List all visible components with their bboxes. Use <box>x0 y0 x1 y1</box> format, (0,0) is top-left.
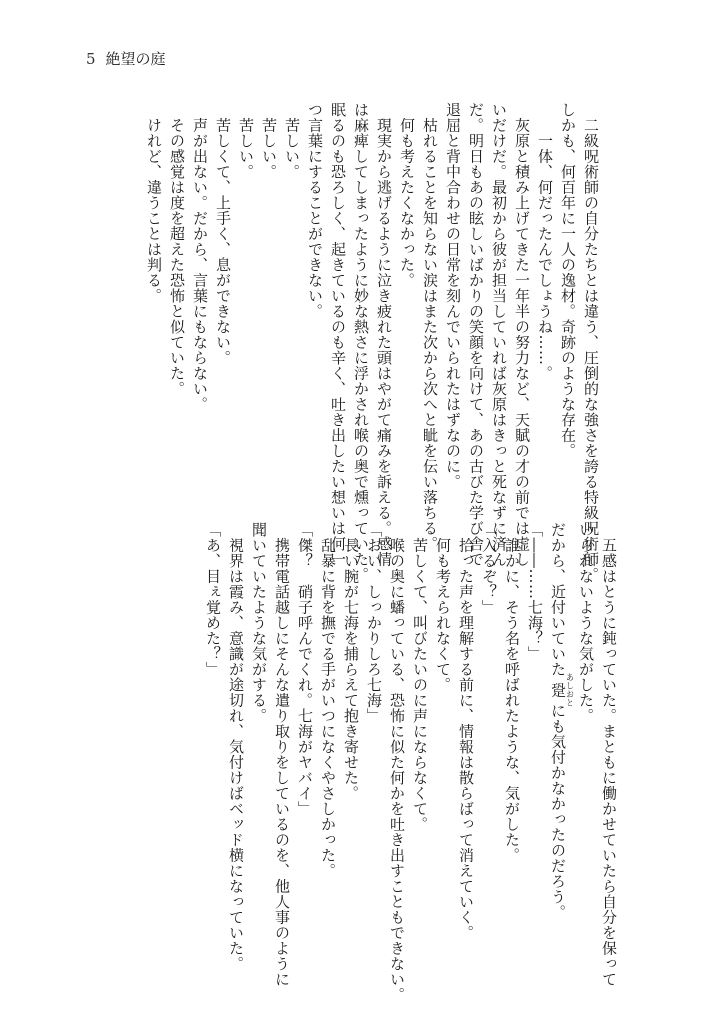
text-line: 二級呪術師の自分たちとは違う、圧倒的な強さを誇る特級呪術師。 <box>582 102 600 583</box>
text-line: 「傑？ 硝子呼んでくれ。七海がヤバイ」 <box>296 522 314 817</box>
text-line: だから、近付いていた跫あしおとにも気付かなかったのだろう。 <box>549 522 575 920</box>
text-line: 眠るのも恐ろしく、起きているのも辛く、吐き出したい想いは何一 <box>329 102 347 567</box>
text-line: 灰原と積み上げてきた一年半の努力など、天賦の才の前では虚し <box>513 102 531 567</box>
ruby-gloss: あしおと <box>565 673 575 707</box>
text-line: 五感はとうに鈍っていた。まともに働かせていたら自分を保って <box>600 522 618 987</box>
text-line: けれど、違うことは判る。 <box>145 102 163 304</box>
text-line: だ。明日もあの眩しいばかりの笑顔を向けて、あの古びた学び舎で <box>467 102 485 567</box>
text-line: 誰かに、そう名を呼ばれたような、気がした。 <box>503 522 521 863</box>
text-line: その感覚は度を超えた恐怖と似ていた。 <box>168 102 186 397</box>
text-line: いられないような気がした。 <box>577 522 595 724</box>
text-line: 退屈と背中合わせの日常を刻んでいられたはずなのに。 <box>444 102 462 490</box>
text-line: 拾った声を理解する前に、情報は散らばって消えていく。 <box>457 522 475 941</box>
text-line: 乱暴に背を撫でる手がいつになくやさしかった。 <box>319 522 337 879</box>
text-line: は麻痺してしまったように妙な熱さに浮かされ喉の奥で燻っていた。 <box>352 102 370 583</box>
text-line: 現実から逃げるように泣き疲れた頭はやがて痛みを訴える。感情 <box>375 102 393 567</box>
lower-text-block <box>201 522 620 1003</box>
text-line: 長い腕が七海を捕らえて抱き寄せた。 <box>342 522 360 801</box>
text-line: 苦しい。 <box>237 102 255 180</box>
text-line: 視界は霞み、意識が途切れ、気付けばベッド横になっていた。 <box>227 522 245 972</box>
text-line: 「あ、目ぇ覚めた？」 <box>204 522 222 677</box>
chapter-title: 絶望の庭 <box>105 50 166 68</box>
text-line: いだけだ。最初から彼が担当していれば灰原はきっと死なずに済ん <box>490 102 508 567</box>
text-line: 苦しい。 <box>260 102 278 180</box>
text-line: つ言葉にすることができない。 <box>306 102 324 319</box>
text-line: 携帯電話越しにそんな遣り取りをしているのを、他人事のように <box>273 522 291 987</box>
text-line: 声が出ない。だから、言葉にもならない。 <box>191 102 209 412</box>
text-line: 何も考えられなくて。 <box>434 522 452 693</box>
text-line: 苦しくて、叫びたいのに声にならなくて。 <box>411 522 429 832</box>
text-line: 「――……七海？」 <box>526 522 544 662</box>
ruby-word: 跫あしおと <box>549 673 575 707</box>
text-line: 一体、何だったんでしょうね……。 <box>536 102 554 381</box>
text-line: 喉の奥に蟠っている、恐怖に似た何かを吐き出すこともできない。 <box>388 522 406 1003</box>
text-line: 苦しくて、上手く、息ができない。 <box>214 102 232 366</box>
text-line: 苦しい。 <box>283 102 301 180</box>
text-line: 聞いていたような気がする。 <box>250 522 268 724</box>
text-line: 何も考えたくなかった。 <box>398 102 416 288</box>
text-line: 枯れることを知らない涙はまた次から次へと眦を伝い落ちる。 <box>421 102 439 552</box>
text-line: 「おい、しっかりしろ七海」 <box>365 522 383 724</box>
page-number: 5 <box>86 50 96 68</box>
text-line: しかも、何百年に一人の逸材。奇跡のような存在。 <box>559 102 577 459</box>
page-header <box>86 48 166 70</box>
text-line: 「入るぞ？」 <box>480 522 498 615</box>
